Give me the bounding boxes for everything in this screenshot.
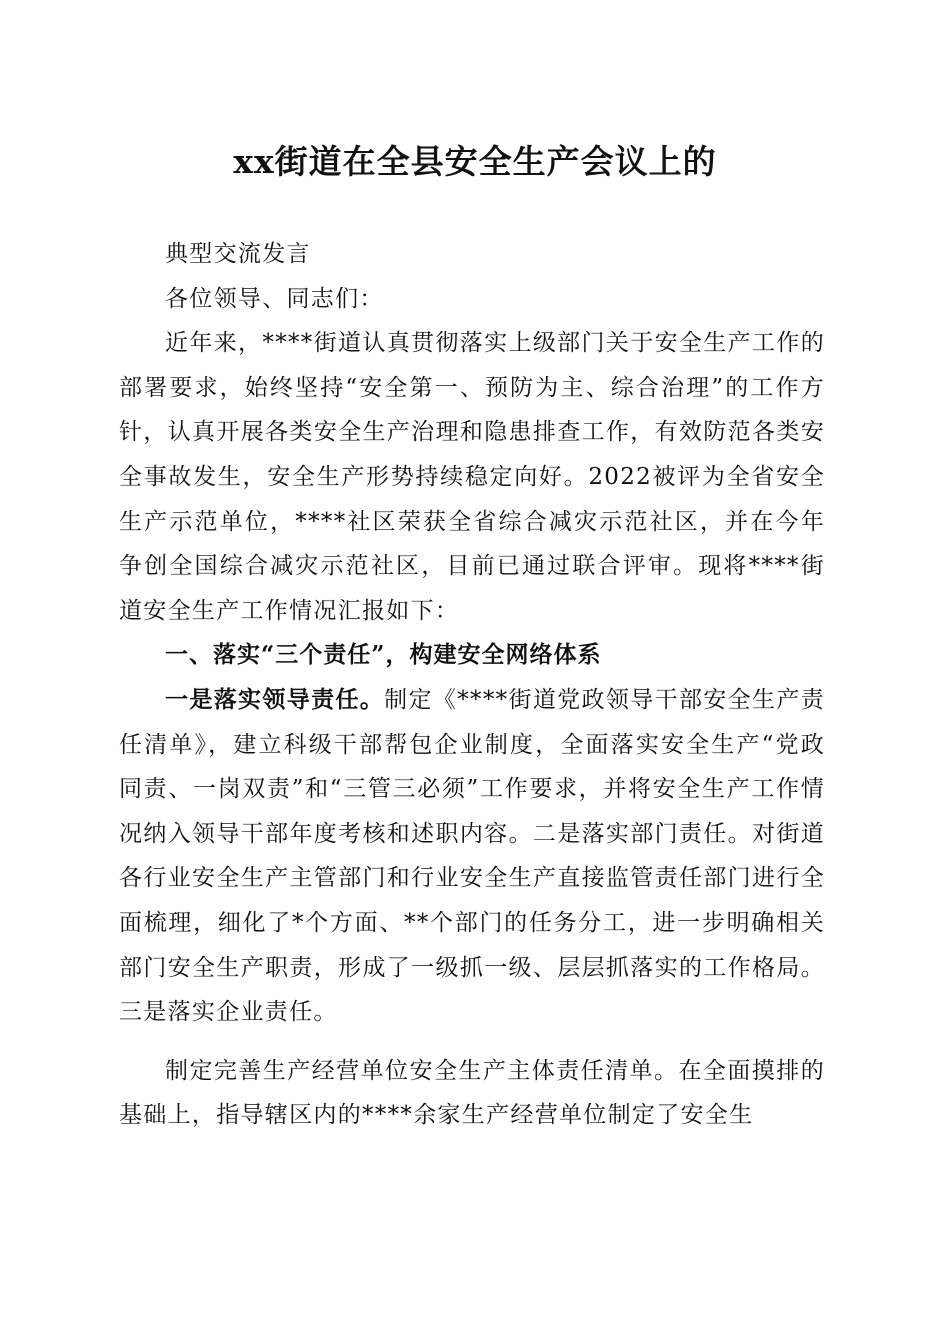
section-1-paragraph: [119, 678, 825, 1035]
section-1-lead: 一是落实领导责任。: [165, 685, 385, 713]
document-body: [119, 232, 825, 1138]
intro-paragraph: 近年来，****街道认真贯彻落实上级部门关于安全生产工作的部署要求，始终坚持“安全第一、预防为主、综合治理”的工作方针，认真开展各类安全生产治理和隐患排查工作，有效防范各类安全事故发生，安全生产形势持续稳定向好。2022被评为全省安全生产示范单位，****社区荣获全省综合减灾示范社区，并在今年争创全国综合减灾示范社区，目前已通过联合评审。现将****街道安全生产工作情况汇报如下：: [119, 330, 825, 624]
salutation: 各位领导、同志们：: [165, 285, 384, 312]
subtitle: 典型交流发言: [165, 241, 311, 267]
section-1-heading: 一、落实“三个责任”，构建安全网络体系: [165, 641, 602, 669]
document-title: xx街道在全县安全生产会议上的: [233, 142, 717, 181]
section-1-text: 制定《****街道党政领导干部安全生产责任清单》，建立科级干部帮包企业制度，全面落实安全生产“党政同责、一岗双责”和“三管三必须”工作要求，并将安全生产工作情况纳入领导干部年度考核和述职内容。二是落实部门责任。对街道各行业安全生产主管部门和行业安全生产直接监管责任部门进行全面梳理，细化了*个方面、**个部门的任务分工，进一步明确相关部门安全生产职责，形成了一级抓一级、层层抓落实的工作格局。三是落实企业责任。: [119, 686, 826, 1026]
section-1-continuation: 制定完善生产经营单位安全生产主体责任清单。在全面摸排的基础上，指导辖区内的****余家生产经营单位制定了安全生: [119, 1057, 825, 1129]
